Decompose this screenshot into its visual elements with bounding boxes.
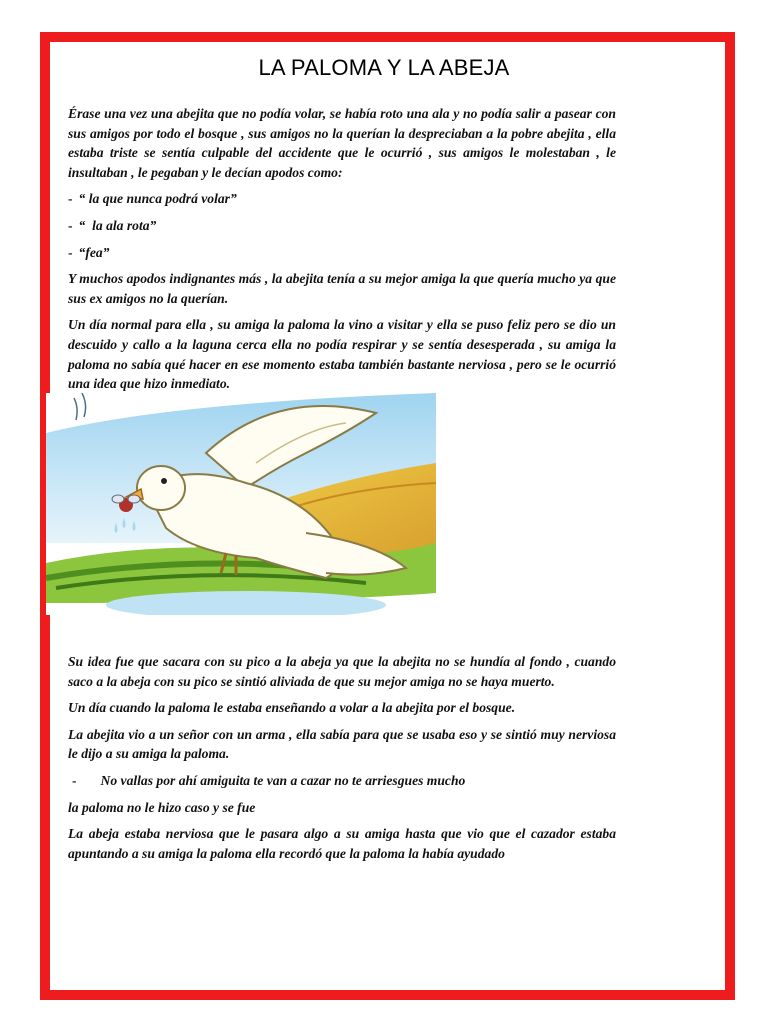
nickname-text: “ la ala rota” xyxy=(78,217,157,233)
dove-carrying-bee-icon xyxy=(46,393,436,615)
paragraph-danger: La abeja estaba nerviosa que le pasara algo a su amiga hasta que vio que el cazador estaba apuntando a su amiga la paloma ella recordó que la paloma la había ayudado xyxy=(68,826,616,861)
paragraph-teaching: Un día cuando la paloma le estaba enseñando a volar a la abejita por el bosque. xyxy=(68,700,516,716)
paragraph-accident: Un día normal para ella , su amiga la paloma la vino a visitar y ella se puso feliz pero se dio un descuido y callo a la laguna cerca ella no podía respirar y se sentía desesperada , su amiga la paloma no sabía qué hacer en ese momento estaba también bastante nerviosa , pero se le ocurrió una idea que hizo inmediato. xyxy=(68,317,616,392)
list-dash: - xyxy=(68,244,73,260)
warning-item xyxy=(68,771,616,791)
paragraph-hunter: La abejita vio a un señor con un arma , ella sabía para que se usaba eso y se sintió muy nerviosa le dijo a su amiga la paloma. xyxy=(68,726,616,762)
story-text-bottom xyxy=(68,652,616,870)
nickname-text: “fea” xyxy=(78,244,110,260)
nickname-item xyxy=(68,243,616,263)
warning-text: No vallas por ahí amiguita te van a cazar no te arriesgues mucho xyxy=(100,772,466,788)
nickname-item xyxy=(68,189,616,209)
list-dash: - xyxy=(72,772,77,788)
list-dash: - xyxy=(68,217,73,233)
nickname-item xyxy=(68,216,616,236)
paragraph-ignored: la paloma no le hizo caso y se fue xyxy=(68,799,256,815)
paragraph-rescue: Su idea fue que sacara con su pico a la abeja ya que la abejita no se hundía al fondo , cuando saco a la abeja con su pico se sintió aliviada de que su mejor amiga no se haya muerto. xyxy=(68,654,616,689)
nickname-text: “ la que nunca podrá volar” xyxy=(78,191,237,207)
list-dash: - xyxy=(68,191,73,207)
paragraph-intro: Érase una vez una abejita que no podía volar, se había roto una ala y no podía salir a pasear con sus amigos por todo el bosque , sus amigos no la querían la despreciaban a la pobre abejita , ella estaba triste se sentía culpable del accidente que le ocurrió , sus amigos le molestaban , le insultaban , le pegaban y le decían apodos como: xyxy=(68,106,616,180)
page-title: LA PALOMA Y LA ABEJA xyxy=(258,55,510,80)
story-text-top xyxy=(68,104,616,401)
paragraph-best-friend: Y muchos apodos indignantes más , la abejita tenía a su mejor amiga la que quería mucho ya que sus ex amigos no la querían. xyxy=(68,271,616,306)
